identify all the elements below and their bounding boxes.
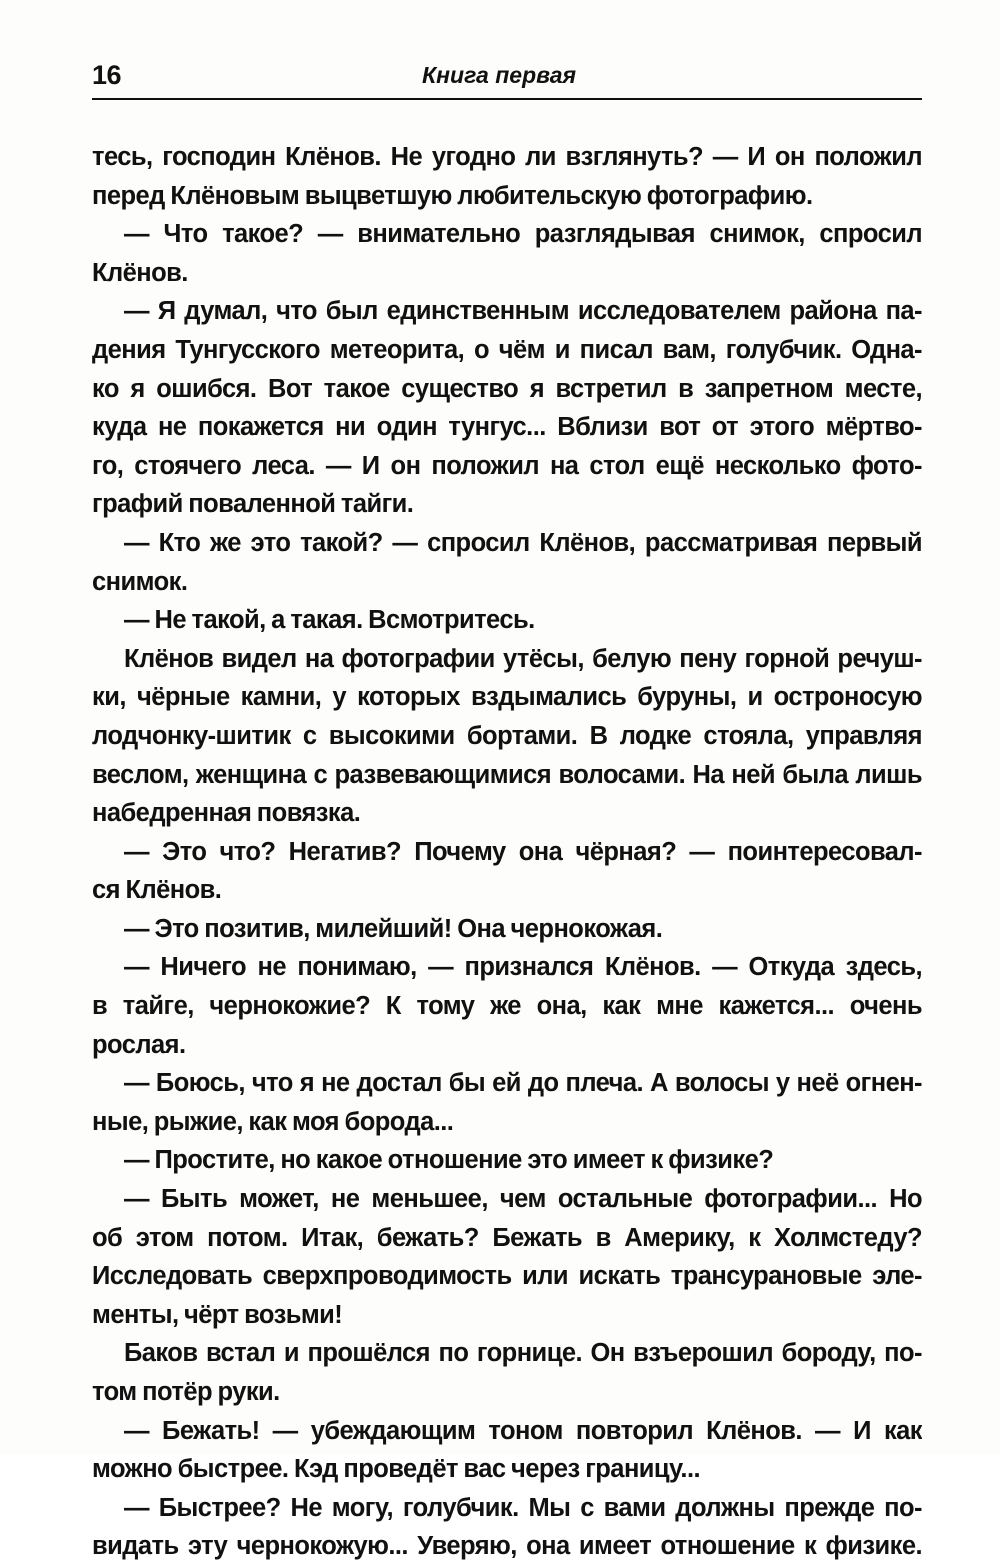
body-text bbox=[92, 138, 922, 1561]
text-line: набедренная повязка. bbox=[92, 799, 361, 828]
text-line: ные, рыжие, как моя борода... bbox=[92, 1107, 454, 1136]
text-line: в тайге, чернокожие? К тому же она, как мне кажется... очень bbox=[92, 992, 922, 1021]
text-line: том потёр руки. bbox=[92, 1378, 280, 1406]
text-line: ко я ошибся. Вот такое существо я встретил в запретном месте, bbox=[92, 374, 922, 403]
text-line: — Быть может, не меньшее, чем остальные фотографии... Но bbox=[124, 1185, 922, 1214]
text-line: веслом, женщина с развевающимися волосами. На ней была лишь bbox=[92, 760, 922, 789]
text-line: об этом потом. Итак, бежать? Бежать в Америку, к Холмстеду? bbox=[92, 1223, 922, 1252]
text-line: ся Клёнов. bbox=[92, 876, 222, 905]
text-line: тесь, господин Клёнов. Не угодно ли взглянуть? — И он положил bbox=[92, 143, 922, 171]
text-line: куда не покажется ни один тунгус... Вблизи вот от этого мёртво- bbox=[92, 413, 922, 442]
text-line: снимок. bbox=[92, 567, 188, 596]
text-line: Клёнов видел на фотографии утёсы, белую пену горной речуш- bbox=[124, 644, 922, 673]
text-line: ки, чёрные камни, у которых вздымались буруны, и остроносую bbox=[92, 683, 922, 712]
text-line: — Я думал, что был единственным исследователем района па- bbox=[124, 297, 922, 326]
text-line: — Это позитив, милейший! Она чернокожая. bbox=[124, 914, 663, 943]
text-line: — Ничего не понимаю, — признался Клёнов. — Откуда здесь, bbox=[124, 953, 922, 982]
text-line: — Это что? Негатив? Почему она чёрная? — поинтересовал- bbox=[124, 837, 922, 866]
book-title: Книга первая bbox=[422, 62, 577, 88]
page-number: 16 bbox=[92, 60, 122, 90]
text-line: Исследовать сверхпроводимость или искать трансурановые эле- bbox=[92, 1262, 922, 1291]
text-line: — Не такой, а такая. Всмотритесь. bbox=[124, 606, 535, 635]
text-line: рослая. bbox=[92, 1030, 186, 1059]
text-line: дения Тунгусского метеорита, о чём и писал вам, голубчик. Одна- bbox=[92, 335, 922, 364]
text-line: можно быстрее. Кэд проведёт вас через границу... bbox=[92, 1455, 701, 1484]
text-line: менты, чёрт возьми! bbox=[92, 1300, 343, 1329]
text-line: графий поваленной тайги. bbox=[92, 490, 414, 519]
text-line: видать эту чернокожую... Уверяю, она имеет отношение к физике. bbox=[92, 1532, 922, 1561]
text-line: — Боюсь, что я не достал бы ей до плеча. А волосы у неё огнен- bbox=[124, 1069, 922, 1098]
text-line: Баков встал и прошёлся по горнице. Он взъерошил бороду, по- bbox=[124, 1339, 922, 1368]
text-line: — Бежать! — убеждающим тоном повторил Клёнов. — И как bbox=[124, 1416, 922, 1445]
text-line: — Кто же это такой? — спросил Клёнов, рассматривая первый bbox=[124, 528, 922, 557]
running-header bbox=[92, 58, 922, 100]
text-line: — Простите, но какое отношение это имеет к физике? bbox=[124, 1146, 774, 1175]
text-line: лодчонку-шитик с высокими бортами. В лодке стояла, управляя bbox=[92, 721, 922, 750]
text-line: — Быстрее? Не могу, голубчик. Мы с вами должны прежде по- bbox=[124, 1493, 922, 1522]
text-line: перед Клёновым выцветшую любительскую фотографию. bbox=[92, 181, 813, 210]
text-line: — Что такое? — внимательно разглядывая снимок, спросил bbox=[124, 220, 922, 249]
text-line: го, стоячего леса. — И он положил на стол ещё несколько фото- bbox=[92, 451, 922, 480]
text-line: Клёнов. bbox=[92, 258, 188, 287]
